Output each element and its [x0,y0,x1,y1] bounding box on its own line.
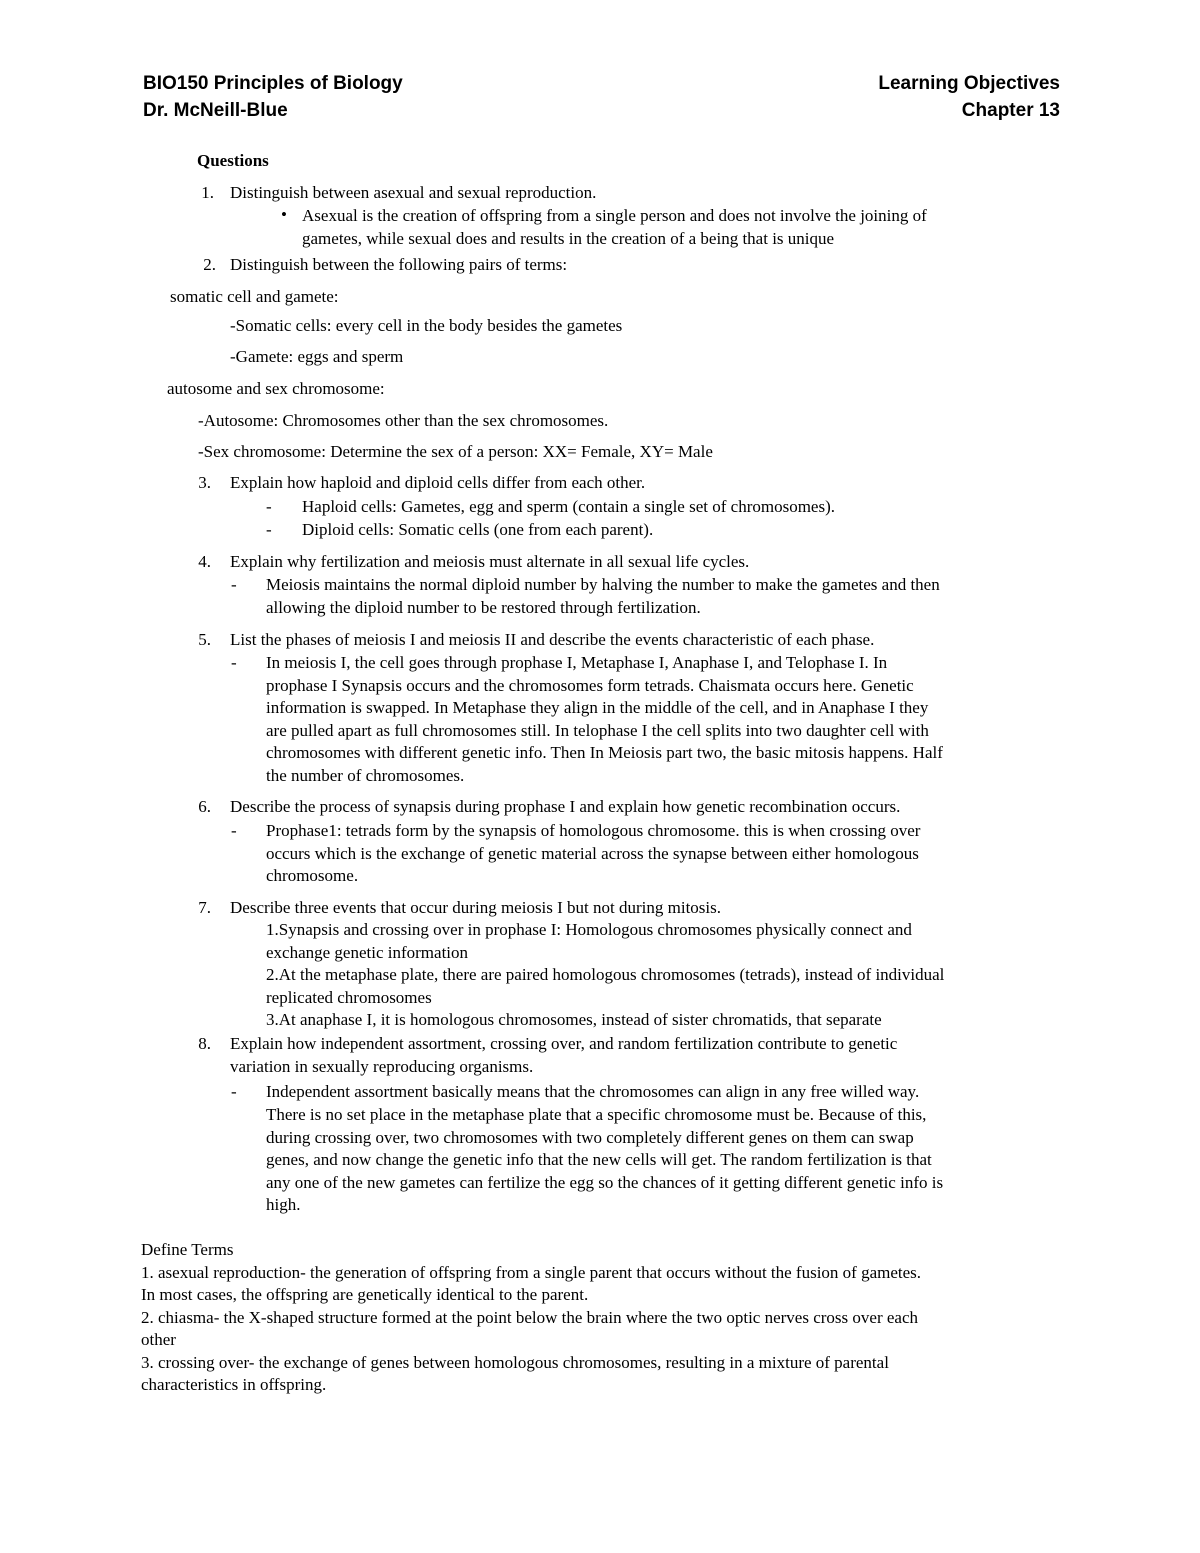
question-number: 6. [198,797,211,816]
dash-marker: - [231,575,237,594]
answer-line: occurs which is the exchange of genetic material across the synapse between either homologous [266,844,919,863]
question-number: 5. [198,630,211,649]
dash-marker: - [231,653,237,672]
course-title: BIO150 Principles of Biology [143,73,403,94]
question-number: 2. [203,255,216,274]
question-number: 4. [198,552,211,571]
answer-line: Independent assortment basically means that the chromosomes can align in any free willed way. [266,1082,920,1101]
define-terms-heading: Define Terms [141,1240,234,1259]
answer-line: Meiosis maintains the normal diploid number by halving the number to make the gametes and then [266,575,940,594]
answer-line: gametes, while sexual does and results in the creation of a being that is unique [302,229,835,248]
definition-line: 3. crossing over- the exchange of genes between homologous chromosomes, resulting in a mixture of parental [141,1353,889,1372]
answer-line: genes, and now change the genetic info that the new cells will get. The random fertilization is that [266,1150,932,1169]
question-3-text: Explain how haploid and diploid cells differ from each other. [230,473,646,492]
instructor-name: Dr. McNeill-Blue [143,100,288,121]
answer-line: allowing the diploid number to be restored through fertilization. [266,598,701,617]
question-6-text: Describe the process of synapsis during prophase I and explain how genetic recombination occurs. [230,797,901,816]
question-2-text: Distinguish between the following pairs of terms: [230,255,568,274]
answer-line: are pulled apart as full chromosomes still. In telophase I the cell splits into two daughter cell with [266,721,929,740]
chapter-label: Chapter 13 [961,100,1060,121]
answer-line: chromosomes with different genetic info. Then In Meiosis part two, the basic mitosis happens. Half [266,743,943,762]
answer-line: There is no set place in the metaphase plate that a specific chromosome must be. Because of this, [266,1105,927,1124]
question-1-text: Distinguish between asexual and sexual reproduction. [230,183,597,202]
questions-heading: Questions [197,151,269,170]
dash-marker: - [231,821,237,840]
question-number: 7. [198,898,211,917]
dash-marker: - [266,520,272,539]
question-8-text: Explain how independent assortment, crossing over, and random fertilization contribute to genetic [230,1034,898,1053]
question-number: 3. [198,473,211,492]
term-pair-label: autosome and sex chromosome: [167,379,385,398]
bullet-icon: • [281,205,287,224]
answer-line: 1.Synapsis and crossing over in prophase I: Homologous chromosomes physically connect and [266,920,912,939]
question-number: 1. [201,183,214,202]
answer-line: exchange genetic information [266,943,469,962]
answer-line: Haploid cells: Gametes, egg and sperm (contain a single set of chromosomes). [302,497,835,516]
question-8-text: variation in sexually reproducing organisms. [230,1057,534,1076]
answer-line: -Sex chromosome: Determine the sex of a person: XX= Female, XY= Male [198,442,713,461]
answer-line: information is swapped. In Metaphase they align in the middle of the cell, and in Anaphase I they [266,698,929,717]
answer-line: the number of chromosomes. [266,766,465,785]
question-number: 8. [198,1034,211,1053]
definition-line: In most cases, the offspring are genetically identical to the parent. [141,1285,589,1304]
answer-line: In meiosis I, the cell goes through prophase I, Metaphase I, Anaphase I, and Telophase I. In [266,653,888,672]
definition-line: 2. chiasma- the X-shaped structure formed at the point below the brain where the two optic nerves cross over each [141,1308,919,1327]
answer-line: any one of the new gametes can fertilize the egg so the chances of it getting different genetic info is [266,1173,944,1192]
answer-line: -Autosome: Chromosomes other than the sex chromosomes. [198,411,609,430]
answer-line: 2.At the metaphase plate, there are paired homologous chromosomes (tetrads), instead of individual [266,965,945,984]
dash-marker: - [266,497,272,516]
question-7-text: Describe three events that occur during meiosis I but not during mitosis. [230,898,722,917]
answer-line: Asexual is the creation of offspring from a single person and does not involve the joining of [302,206,927,225]
answer-line: replicated chromosomes [266,988,432,1007]
answer-line: Diploid cells: Somatic cells (one from each parent). [302,520,654,539]
document-type: Learning Objectives [878,73,1060,94]
definition-line: 1. asexual reproduction- the generation of offspring from a single parent that occurs without the fusion of gametes. [141,1263,922,1282]
dash-marker: - [231,1082,237,1101]
answer-line: Prophase1: tetrads form by the synapsis of homologous chromosome. this is when crossing over [266,821,921,840]
answer-line: chromosome. [266,866,359,885]
definition-line: other [141,1330,176,1349]
answer-line: during crossing over, two chromosomes with two completely different genes on them can swap [266,1128,914,1147]
answer-line: -Gamete: eggs and sperm [230,347,404,366]
definition-line: characteristics in offspring. [141,1375,327,1394]
question-4-text: Explain why fertilization and meiosis must alternate in all sexual life cycles. [230,552,750,571]
answer-line: prophase I Synapsis occurs and the chromosomes form tetrads. Chaismata occurs here. Genetic [266,676,914,695]
answer-line: -Somatic cells: every cell in the body besides the gametes [230,316,623,335]
answer-line: high. [266,1195,301,1214]
question-5-text: List the phases of meiosis I and meiosis II and describe the events characteristic of each phase. [230,630,875,649]
term-pair-label: somatic cell and gamete: [170,287,339,306]
answer-line: 3.At anaphase I, it is homologous chromosomes, instead of sister chromatids, that separate [266,1010,882,1029]
